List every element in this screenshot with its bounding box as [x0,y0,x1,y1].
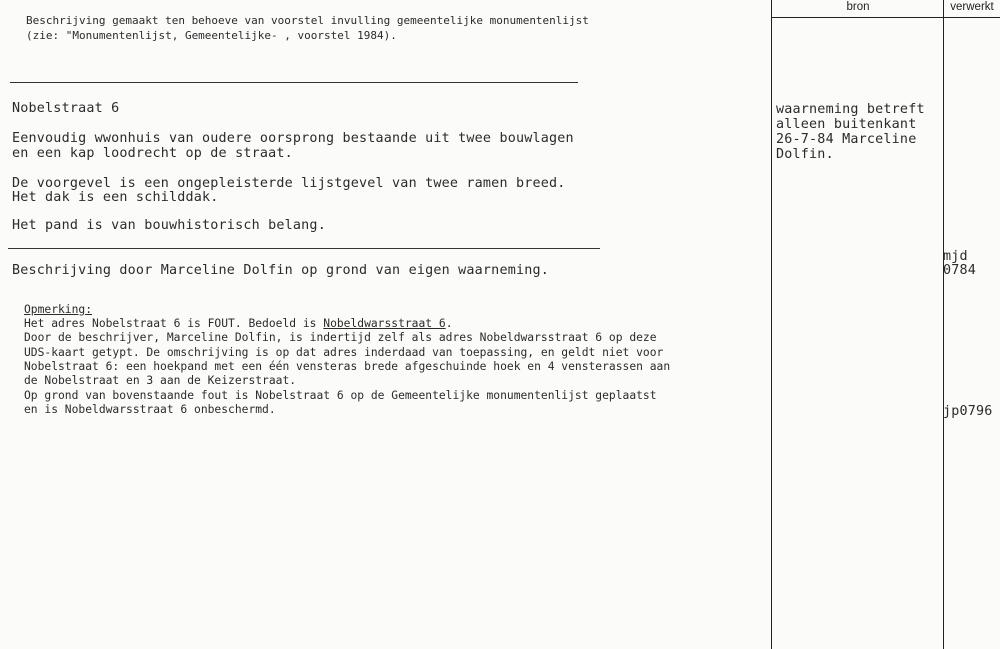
description-para-3: Het pand is van bouwhistorisch belang. [12,218,326,233]
document-header-line-2: (zie: "Monumentenlijst, Gemeentelijke- , voorstel 1984). [26,29,397,42]
bron-note-line-3: 26-7-84 Marceline [776,132,917,147]
verwerkt-jp-entry: jp0796 [943,404,993,419]
bron-note-line-2: alleen buitenkant [776,117,917,132]
column-divider-left [771,0,772,649]
address-heading: Nobelstraat 6 [12,101,120,116]
remark-heading: Opmerking: [24,303,93,316]
verwerkt-mjd-initials: mjd [943,249,968,264]
bron-note-line-1: waarneming betreft [776,102,925,117]
remark-line-7: en is Nobeldwarsstraat 6 onbeschermd. [24,403,276,416]
remark-line-5: de Nobelstraat en 3 aan de Keizerstraat. [24,374,297,387]
description-para-2-line-2: Het dak is een schilddak. [12,190,219,205]
remark-line-2: Door de beschrijver, Marceline Dolfin, is indertijd zelf als adres Nobeldwarsstraat 6 op deze [24,331,657,344]
remark-line-6: Op grond van bovenstaande fout is Nobelstraat 6 op de Gemeentelijke monumentenlijst geplaatst [24,389,657,402]
attribution-line: Beschrijving door Marceline Dolfin op grond van eigen waarneming. [12,263,550,278]
remark-line-4: Nobelstraat 6: een hoekpand met een één vensteras brede afgeschuinde hoek en 4 vensterassen aan [24,360,671,373]
column-header-verwerkt: verwerkt [950,1,994,13]
description-separator-rule [8,248,600,249]
column-header-divider [772,17,1000,18]
description-para-1-line-2: en een kap loodrecht op de straat. [12,146,293,161]
column-header-bron: bron [846,1,870,13]
remark-line-3: UDS-kaart getypt. De omschrijving is op dat adres inderdaad van toepassing, en geldt niet voor [24,346,664,359]
verwerkt-mjd-date: 0784 [943,263,977,278]
header-separator-rule [10,82,578,83]
remark-line-1: Het adres Nobelstraat 6 is FOUT. Bedoeld is Nobeldwarsstraat 6. [24,317,453,330]
description-para-2-line-1: De voorgevel is een ongepleisterde lijstgevel van twee ramen breed. [12,176,566,191]
remark-correct-address: Nobeldwarsstraat 6 [323,317,446,330]
document-header-line-1: Beschrijving gemaakt ten behoeve van voorstel invulling gemeentelijke monumentenlijst [26,14,589,27]
description-para-1-line-1: Eenvoudig wwonhuis van oudere oorsprong bestaande uit twee bouwlagen [12,131,574,146]
column-divider-right [943,0,944,649]
bron-note-line-4: Dolfin. [776,147,834,162]
